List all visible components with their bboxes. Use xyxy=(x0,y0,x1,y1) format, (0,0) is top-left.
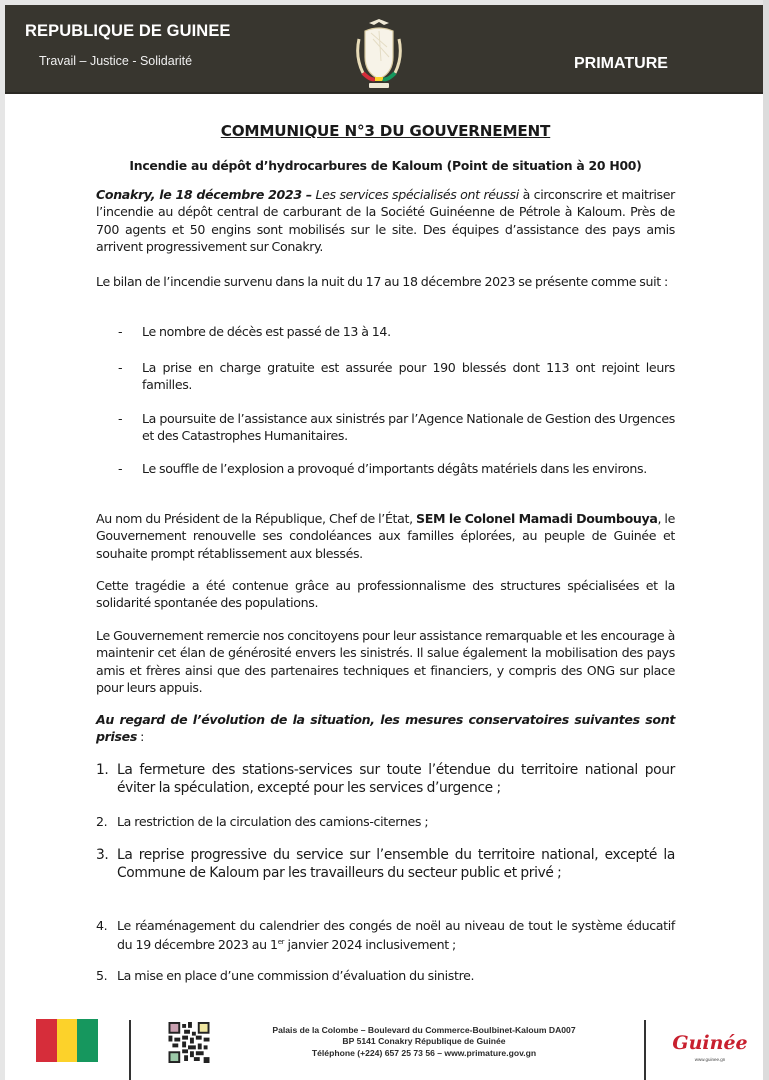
document-subtitle: Incendie au dépôt d’hydrocarbures de Kaloum (Point de situation à 20 H00) xyxy=(129,158,642,173)
footer-address: Palais de la Colombe – Boulevard du Commerce-Boulbinet-Kaloum DA007 BP 5141 Conakry République de Guinée Téléphone (+224) 657 25 73 56 – www.primature.gov.gn xyxy=(272,1025,576,1058)
bullet-dash: - xyxy=(118,360,123,375)
national-motto: Travail – Justice - Solidarité xyxy=(39,54,193,68)
intro-paragraph xyxy=(96,186,675,255)
dateline: Conakry, le 18 décembre 2023 – xyxy=(96,187,312,202)
qr-code-icon[interactable] xyxy=(168,1022,210,1063)
condolences-paragraph: Au nom du Président de la République, Chef de l’État, SEM le Colonel Mamadi Doumbouya, le Gouvernement renouvelle ses condoléances aux familles éplorées, au peuple de Guinée et souhaite prompt rétablissement aux blessés. xyxy=(96,511,675,561)
measures-intro: Au regard de l’évolution de la situation, les mesures conservatoires suivantes sont prises : xyxy=(96,712,675,745)
bilan-intro: Le bilan de l’incendie survenu dans la nuit du 17 au 18 décembre 2023 se présente comme suit : xyxy=(96,274,668,289)
page-edge xyxy=(763,0,769,1080)
bilan-item: - La poursuite de l’assistance aux sinistrés par l’Agence Nationale de Gestion des Urgences et des Catastrophes Humanitaires. xyxy=(118,411,675,444)
bullet-dash: - xyxy=(118,461,123,476)
measure-item: 1. La fermeture des stations-services sur toute l’étendue du territoire national pour éviter la spéculation, excepté pour les services d’urgence ; xyxy=(96,762,675,796)
president-name: SEM le Colonel Mamadi Doumbouya xyxy=(416,511,658,526)
intro-italic-lead: Les services spécialisés ont réussi xyxy=(311,187,523,202)
footer-divider xyxy=(644,1020,646,1080)
measure-item: 4. Le réaménagement du calendrier des congés de noël au niveau de tout le système éducatif du 19 décembre 2023 au 1er janvier 2024 inclusivement ; xyxy=(96,918,675,953)
brand-url: www.guinee.gn xyxy=(694,1057,726,1062)
bilan-item: - Le souffle de l’explosion a provoqué d’importants dégâts matériels dans les environs. xyxy=(118,461,647,476)
measure-item: 3. La reprise progressive du service sur l’ensemble du territoire national, excepté la Commune de Kaloum par les travailleurs du secteur public et privé ; xyxy=(96,847,675,881)
coat-of-arms-icon xyxy=(351,17,407,91)
bilan-item: - Le nombre de décès est passé de 13 à 14. xyxy=(118,324,391,339)
measure-item: 2. La restriction de la circulation des camions-citernes ; xyxy=(96,814,429,829)
bilan-item: - La prise en charge gratuite est assurée pour 190 blessés dont 113 ont rejoint leurs familles. xyxy=(118,360,675,393)
guinee-brand-logo: Guinée xyxy=(672,1032,748,1054)
guinea-flag-icon xyxy=(36,1019,98,1062)
document-title: COMMUNIQUE N°3 DU GOUVERNEMENT xyxy=(220,122,551,140)
document-page xyxy=(5,5,763,1080)
tragedy-paragraph: Cette tragédie a été contenue grâce au professionnalisme des structures spécialisées et la solidarité spontanée des populations. xyxy=(96,578,675,611)
country-name: REPUBLIQUE DE GUINEE xyxy=(25,22,231,40)
institution-name: PRIMATURE xyxy=(574,55,668,72)
measure-item: 5. La mise en place d’une commission d’évaluation du sinistre. xyxy=(96,968,475,983)
letterhead-banner xyxy=(5,5,763,94)
thanks-paragraph: Le Gouvernement remercie nos concitoyens pour leur assistance remarquable et les encourage à maintenir cet élan de générosité envers les sinistrés. Il salue également la mobilisation des pays amis et frères ainsi que des partenaires techniques et financiers, y compris des ONG sur place pour leurs appuis. xyxy=(96,628,675,695)
bullet-dash: - xyxy=(118,324,123,339)
intro-text: à circonscrire et maitriser l’incendie au dépôt central de carburant de la Société Guinéenne de Pétrole à Kaloum. Près de 700 agents et 50 engins sont mobilisés sur le site. Des équipes d’assistance des pays amis arrivent progressivement sur Conakry. xyxy=(96,187,675,254)
footer-divider xyxy=(129,1020,131,1080)
bullet-dash: - xyxy=(118,411,123,426)
